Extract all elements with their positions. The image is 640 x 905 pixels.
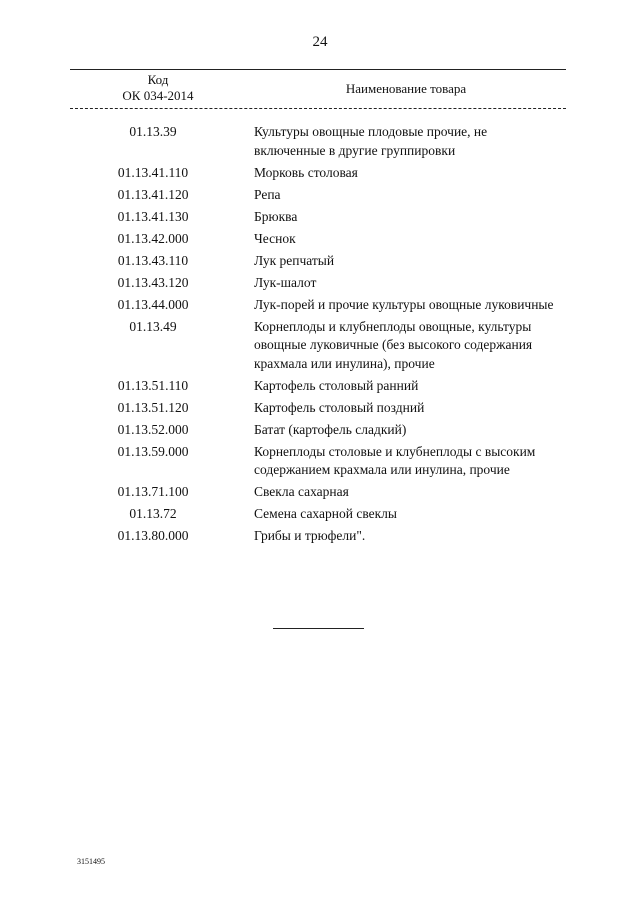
row-code: 01.13.52.000 (117, 421, 189, 437)
row-code: 01.13.43.120 (117, 274, 189, 290)
row-code: 01.13.72 (129, 506, 177, 521)
document-id: 3151495 (77, 857, 105, 866)
table-row (70, 274, 566, 293)
row-code: 01.13.49 (129, 318, 177, 334)
header-name: Наименование товара (345, 81, 467, 96)
table-row (70, 208, 566, 227)
table-row (70, 443, 566, 480)
table-header (70, 69, 566, 109)
table-row (70, 296, 566, 315)
table-row (70, 483, 566, 502)
table-row (70, 252, 566, 271)
row-name: Свекла сахарная (254, 484, 349, 499)
row-code: 01.13.43.110 (117, 252, 189, 268)
row-code: 01.13.41.120 (117, 186, 189, 202)
row-name: Чеснок (254, 230, 296, 246)
row-code: 01.13.44.000 (117, 296, 189, 312)
row-name: Корнеплоды столовые и клубнеплоды с высоким содержанием крахмала или инулина, прочие (254, 443, 536, 477)
goods-table (70, 69, 566, 549)
table-row (70, 505, 566, 524)
row-code: 01.13.42.000 (117, 230, 189, 246)
row-name: Лук репчатый (254, 252, 335, 268)
row-code: 01.13.41.110 (117, 164, 189, 180)
row-code: 01.13.71.100 (117, 484, 189, 499)
row-code: 01.13.51.120 (117, 399, 189, 415)
table-body (70, 123, 566, 546)
row-code: 01.13.41.130 (117, 208, 189, 224)
row-name: Лук-шалот (254, 274, 317, 290)
table-row (70, 399, 566, 418)
end-separator-line (273, 628, 364, 629)
page-number: 24 (312, 34, 328, 50)
table-row (70, 527, 566, 546)
table-row (70, 377, 566, 396)
row-name: Грибы и трюфели". (254, 528, 366, 543)
row-name: Лук-порей и прочие культуры овощные луковичные (254, 296, 554, 312)
row-name: Картофель столовый ранний (254, 377, 419, 393)
row-name: Корнеплоды и клубнеплоды овощные, культуры овощные луковичные (без высокого содержания крахмала или инулина), прочие (254, 318, 533, 371)
row-name: Батат (картофель сладкий) (254, 421, 407, 437)
row-code: 01.13.59.000 (117, 443, 189, 459)
table-row (70, 318, 566, 374)
row-name: Брюква (254, 208, 298, 224)
row-name: Картофель столовый поздний (254, 399, 425, 415)
table-row (70, 164, 566, 183)
header-code-line1: Код (147, 72, 169, 87)
row-name: Семена сахарной свеклы (254, 506, 397, 521)
table-row (70, 230, 566, 249)
table-row (70, 421, 566, 440)
header-code-line2: ОК 034-2014 (122, 88, 194, 103)
row-name: Культуры овощные плодовые прочие, не включенные в другие группировки (254, 124, 488, 158)
row-code: 01.13.51.110 (117, 377, 189, 393)
header-code (70, 72, 246, 104)
table-row (70, 186, 566, 205)
row-code: 01.13.39 (129, 124, 177, 139)
row-name: Репа (254, 186, 281, 202)
row-name: Морковь столовая (254, 164, 358, 180)
row-code: 01.13.80.000 (117, 528, 189, 543)
table-row (70, 123, 566, 160)
